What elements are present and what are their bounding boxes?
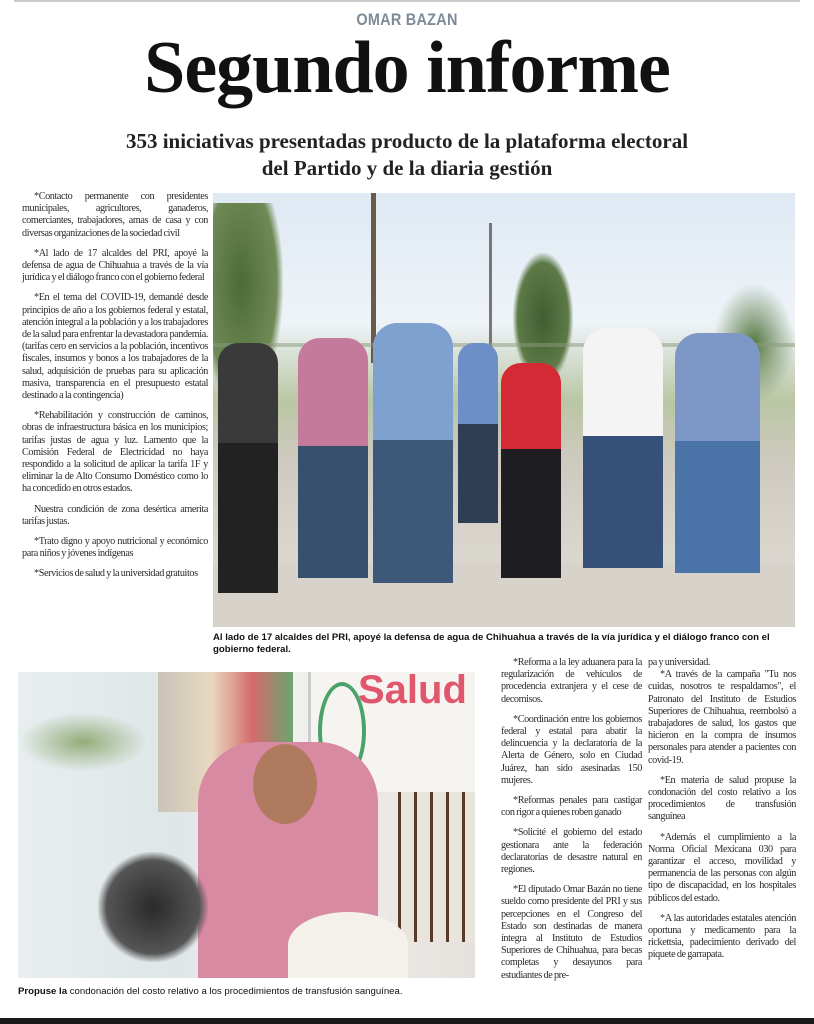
paragraph: *Servicios de salud y la universidad gratuitos bbox=[34, 568, 198, 580]
banner-text: Salud bbox=[358, 672, 467, 712]
paragraph: *En el tema del COVID-19, demandé desde principios de año a los gobiernos federal y estatal, atención integral a la población y a los trabajadores de la salud para enfrentar la devastadora pandemia. (tarifas cero en servicios a la población, incentivos fiscales, insumos y bonos a los trabajadores de la salud, adquisición de pruebas para su aplicación masiva, transparencia en el presupuesto estatal destinado a la contingencia) bbox=[22, 292, 208, 402]
paragraph: *Coordinación entre los gobiernos federal y estatal para abatir la delincuencia y la declaratoria de la Alerta de Género, solo en Ciudad Juárez, han sido asesinadas 150 mujeres. bbox=[501, 713, 642, 786]
article-column-2 bbox=[501, 657, 642, 990]
subhead-line-1: 353 iniciativas presentadas producto de la plataforma electoral bbox=[125, 129, 689, 153]
paragraph: *Solicité el gobierno del estado gestionara ante la federación declaratorias de desastre natural en regiones. bbox=[501, 827, 642, 876]
kicker: OMAR BAZAN bbox=[356, 10, 458, 29]
paragraph: *Reformas penales para castigar con rigor a quienes roben ganado bbox=[501, 795, 642, 819]
article-column-1 bbox=[22, 191, 208, 589]
paragraph: *Además el cumplimiento a la Norma Oficial Mexicana 030 para garantizar el acceso, movilidad y permanencia de las personas con algún tipo de discapacidad, en los hospitales públicos del estado. bbox=[648, 831, 796, 904]
photo-walking-group bbox=[213, 193, 795, 627]
bottom-rule bbox=[0, 1018, 814, 1024]
paragraph: *Contacto permanente con presidentes municipales, agricultores, ganaderos, comerciantes, trabajadores, amas de casa y con diversas organizaciones de la sociedad civil bbox=[22, 191, 208, 239]
paragraph: *El diputado Omar Bazán no tiene sueldo como presidente del PRI y sus percepciones en el Congreso del Estado son destinadas de manera íntegra al Instituto de Estudios Superiores de Chihuahua, para becas completas y desayunos para estudiantes de pre- bbox=[501, 884, 642, 981]
paragraph: *Trato digno y apoyo nutricional y económico para niños y jóvenes indígenas bbox=[22, 536, 208, 560]
paragraph: Nuestra condición de zona desértica amerita tarifas justas. bbox=[22, 503, 208, 527]
subheadline bbox=[0, 128, 814, 182]
caption-text: condonación del costo relativo a los procedimientos de transfusión sanguínea. bbox=[67, 986, 403, 997]
photo-caption: Al lado de 17 alcaldes del PRI, apoyé la defensa de agua de Chihuahua a través de la vía jurídica y el diálogo franco con el gobierno federal. bbox=[213, 632, 770, 655]
paragraph: *Rehabilitación y construcción de caminos, obras de infraestructura básica en los municipios; tarifas justas de agua y luz. Lamento que la Comisión Federal de Electricidad no haya respondido a la solicitud de aplicar la tarifa 1F y eliminar la de Alto Consumo Doméstico como lo ha concedido en otros estados. bbox=[22, 410, 208, 495]
paragraph: *A las autoridades estatales atención oportuna y medicamento para la rickettsia, padecimiento derivado del piquete de garrapata. bbox=[648, 912, 796, 961]
paragraph: *Al lado de 17 alcaldes del PRI, apoyé la defensa de agua de Chihuahua a través de la vía jurídica y el diálogo franco con el gobierno federal bbox=[22, 247, 208, 284]
photo-caption bbox=[18, 986, 498, 998]
article-column-3 bbox=[648, 657, 796, 970]
paragraph-continuation: pa y universidad. bbox=[648, 657, 711, 668]
photo-speaker bbox=[18, 672, 475, 978]
headline: Segundo informe bbox=[144, 27, 670, 109]
paragraph: *Reforma a la ley aduanera para la regularización de vehículos de procedencia extranjera y el cese de decomisos. bbox=[501, 657, 642, 705]
subhead-line-2: del Partido y de la diaria gestión bbox=[261, 156, 553, 180]
paragraph: *En materia de salud propuse la condonación del costo relativo a los procedimientos de transfusión sanguínea bbox=[648, 774, 796, 823]
top-rule bbox=[14, 0, 800, 2]
caption-lead: Propuse la bbox=[18, 986, 68, 997]
paragraph: *A través de la campaña "Tu nos cuidas, nosotros te respaldamos", el Patronato del Instituto de Estudios Superiores de Chihuahua, reembolsó a trabajadores de salud, los gastos que hicieron en la compra de insumos personales para atender a pacientes con covid-19. bbox=[648, 669, 796, 766]
